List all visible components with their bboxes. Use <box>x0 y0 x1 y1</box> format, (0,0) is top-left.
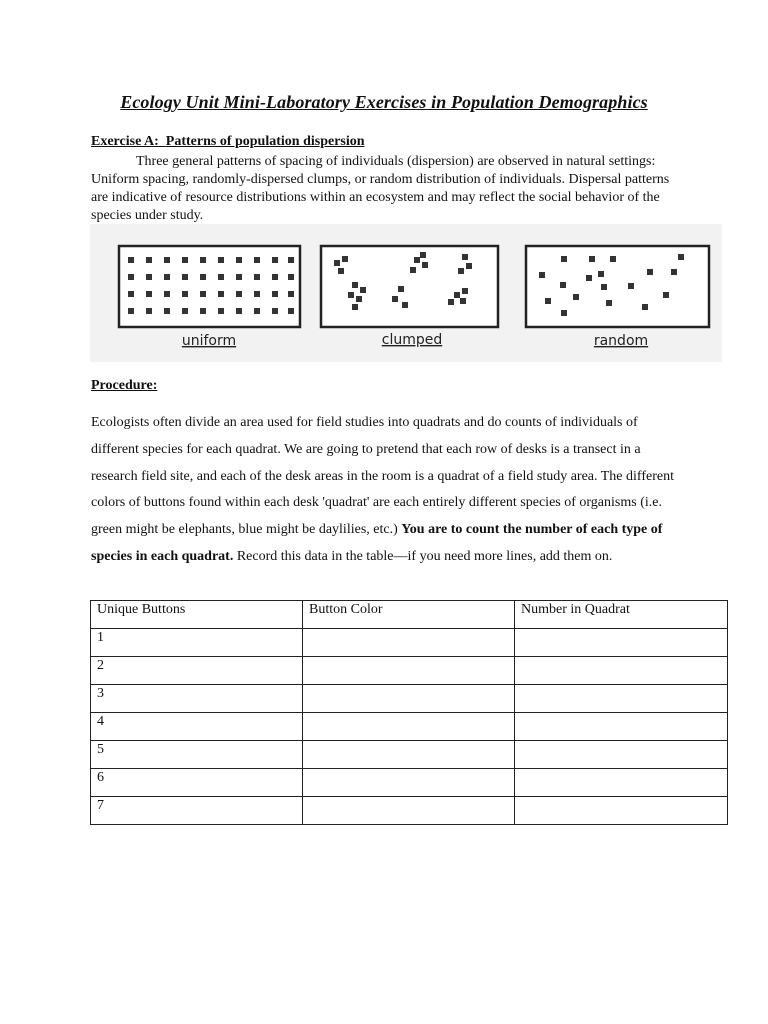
count-cell[interactable] <box>515 797 728 825</box>
button-color-cell[interactable] <box>303 741 515 769</box>
row-number: 6 <box>91 769 303 797</box>
procedure-heading: Procedure: <box>91 378 158 393</box>
dispersion-diagram <box>90 224 722 362</box>
page-title: Ecology Unit Mini-Laboratory Exercises in Population Demographics <box>120 92 648 112</box>
row-number: 1 <box>91 629 303 657</box>
count-cell[interactable] <box>515 713 728 741</box>
button-color-cell[interactable] <box>303 629 515 657</box>
data-table <box>90 600 728 825</box>
count-cell[interactable] <box>515 769 728 797</box>
row-number: 5 <box>91 741 303 769</box>
table-header-row <box>91 601 728 629</box>
procedure-text-part2: Record this data in the table—if you need more lines, add them on. <box>233 548 613 564</box>
button-color-cell[interactable] <box>303 797 515 825</box>
button-color-cell[interactable] <box>303 685 515 713</box>
row-number: 4 <box>91 713 303 741</box>
random-label: random <box>593 333 649 349</box>
count-cell[interactable] <box>515 741 728 769</box>
table-row <box>91 769 728 797</box>
table-row <box>91 685 728 713</box>
procedure-text <box>91 410 686 571</box>
header-unique-buttons: Unique Buttons <box>91 601 303 629</box>
button-color-cell[interactable] <box>303 769 515 797</box>
procedure-text-part1: Ecologists often divide an area used for field studies into quadrats and do counts of individuals of different species for each quadrat. We are going to pretend that each row of desks is a transect in a research field site, and each of the desk areas in the room is a quadrat of a field study area. The different colors of buttons found within each desk 'quadrat' are each entirely different species of organisms (i.e. green might be elephants, blue might be daylilies, etc.) <box>91 415 674 538</box>
procedure-instruction: You are to count the number of each type of species in each quadrat. <box>91 522 663 564</box>
count-cell[interactable] <box>515 657 728 685</box>
exercise-label: Exercise A: <box>91 134 159 149</box>
exercise-intro-text: Three general patterns of spacing of individuals (dispersion) are observed in natural settings: Uniform spacing, randomly-dispersed clumps, or random distribution of individuals. Dispersal patterns are indicative of resource distributions within an ecosystem and may reflect the social behavior of the species under study. <box>91 154 670 223</box>
exercise-title: Patterns of population dispersion <box>165 134 365 149</box>
table-row <box>91 713 728 741</box>
button-color-cell[interactable] <box>303 713 515 741</box>
table-row <box>91 629 728 657</box>
header-number-in-quadrat: Number in Quadrat <box>515 601 728 629</box>
exercise-intro <box>91 153 681 225</box>
row-number: 7 <box>91 797 303 825</box>
row-number: 3 <box>91 685 303 713</box>
count-cell[interactable] <box>515 629 728 657</box>
dispersion-figure <box>90 224 722 362</box>
count-cell[interactable] <box>515 685 728 713</box>
clumped-label: clumped <box>381 332 443 348</box>
table-row <box>91 657 728 685</box>
uniform-label: uniform <box>181 333 237 349</box>
button-color-cell[interactable] <box>303 657 515 685</box>
exercise-heading <box>91 134 365 150</box>
table-row <box>91 797 728 825</box>
table-row <box>91 741 728 769</box>
row-number: 2 <box>91 657 303 685</box>
header-button-color: Button Color <box>303 601 515 629</box>
